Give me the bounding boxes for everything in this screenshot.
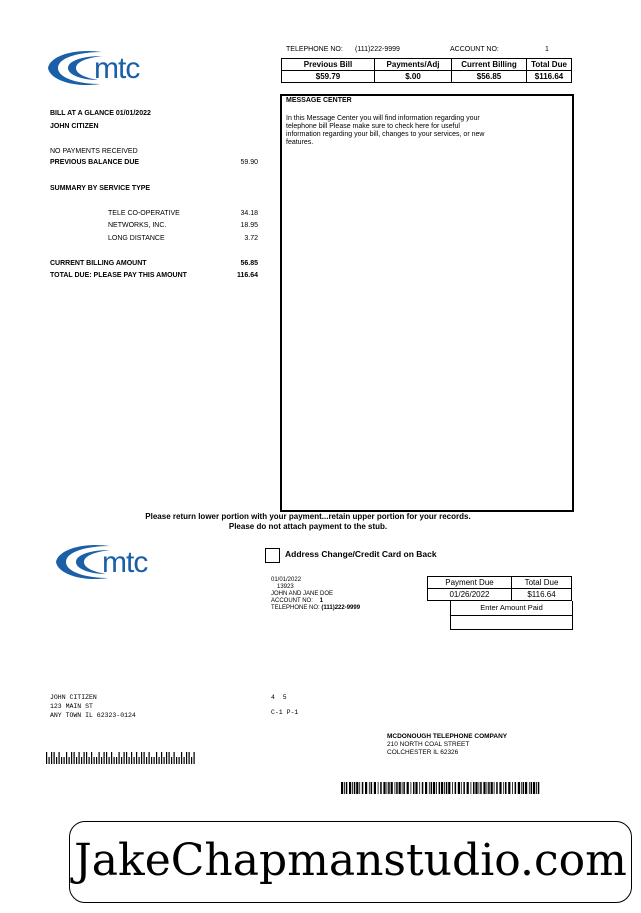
payment-table	[427, 576, 572, 601]
postal-bar	[189, 752, 190, 764]
message-line: information regarding your bill, changes to your services, or new	[286, 131, 485, 138]
service-amount: 18.95	[240, 222, 258, 229]
message-line: In this Message Center you will find information regarding your	[286, 115, 480, 122]
summary-header-cell: Current Billing	[452, 59, 527, 71]
stub-ref: 13923	[277, 584, 294, 590]
mailing-line: JOHN CITIZEN	[50, 694, 97, 701]
barcode-bar	[503, 782, 504, 794]
message-line: telephone bill Please make sure to check here for useful	[286, 123, 460, 130]
postal-bar	[71, 752, 72, 764]
summary-by-service-title: SUMMARY BY SERVICE TYPE	[50, 185, 151, 192]
total-due-value: 116.64	[236, 272, 258, 279]
postal-bar	[51, 752, 52, 764]
barcode-bar	[383, 782, 385, 794]
postal-bar	[121, 757, 122, 764]
service-amount: 3.72	[244, 235, 258, 242]
postal-bar	[96, 757, 97, 764]
mtc-logo	[44, 46, 154, 90]
postal-bar	[151, 757, 152, 764]
summary-value-cell: $56.85	[452, 71, 527, 83]
payment-barcode	[341, 782, 541, 794]
stub-names: JOHN AND JANE DOE	[271, 591, 334, 597]
payment-due-value: 01/26/2022	[428, 589, 512, 601]
barcode-bar	[444, 782, 445, 794]
postal-bar	[54, 752, 55, 764]
postal-bar	[126, 752, 127, 764]
postal-barcode	[46, 752, 196, 764]
barcode-bar	[518, 782, 520, 794]
barcode-bar	[422, 782, 424, 794]
postal-bar	[136, 752, 137, 764]
postal-bar	[191, 757, 192, 764]
barcode-bar	[508, 782, 510, 794]
postal-bar	[149, 752, 150, 764]
barcode-bar	[402, 782, 403, 794]
barcode-bar	[411, 782, 412, 794]
barcode-bar	[349, 782, 351, 794]
barcode-bar	[354, 782, 356, 794]
barcode-bar	[455, 782, 457, 794]
postal-bar	[164, 757, 165, 764]
postal-bar	[179, 757, 180, 764]
summary-header-cell: Payments/Adj	[375, 59, 452, 71]
postal-bar	[124, 752, 125, 764]
postal-bar	[56, 757, 57, 764]
barcode-bar	[356, 782, 358, 794]
postal-bar	[81, 757, 82, 764]
postal-bar	[181, 752, 182, 764]
service-name: LONG DISTANCE	[108, 235, 165, 242]
barcode-bar	[505, 782, 507, 794]
barcode-bar	[396, 782, 398, 794]
mtc-logo-stub	[52, 540, 162, 584]
postal-bar	[116, 757, 117, 764]
postal-bar	[174, 752, 175, 764]
postal-bar	[184, 757, 185, 764]
service-amount: 34.18	[240, 210, 258, 217]
stub-account-value: 1	[319, 598, 323, 604]
mailing-address	[50, 693, 136, 720]
barcode-bar	[531, 782, 533, 794]
barcode-bar	[467, 782, 469, 794]
barcode-bar	[352, 782, 353, 794]
total-due-value-stub: $116.64	[512, 589, 572, 601]
postal-bar	[111, 752, 112, 764]
summary-value-cell: $116.64	[527, 71, 572, 83]
postal-bar	[64, 757, 65, 764]
postal-bar	[186, 752, 187, 764]
barcode-bar	[461, 782, 462, 794]
postal-bar	[59, 752, 60, 764]
barcode-bar	[512, 782, 513, 794]
barcode-bar	[436, 782, 437, 794]
barcode-bar	[446, 782, 448, 794]
company-address	[387, 733, 507, 757]
barcode-bar	[515, 782, 517, 794]
barcode-bar	[525, 782, 527, 794]
enter-amount-label: Enter Amount Paid	[450, 601, 573, 616]
barcode-bar	[388, 782, 390, 794]
barcode-bar	[415, 782, 417, 794]
postal-bar	[131, 752, 132, 764]
summary-header-cell: Previous Bill	[282, 59, 375, 71]
postal-bar	[154, 757, 155, 764]
company-city: COLCHESTER IL 62326	[387, 749, 459, 756]
barcode-bar	[407, 782, 409, 794]
barcode-bar	[433, 782, 435, 794]
barcode-bar	[483, 782, 485, 794]
barcode-bar	[463, 782, 465, 794]
message-center-title: MESSAGE CENTER	[286, 97, 352, 104]
barcode-bar	[387, 782, 388, 794]
watermark-text: JakeChapmanstudio.com	[74, 835, 627, 886]
postal-bar	[176, 757, 177, 764]
message-line: features.	[286, 139, 314, 146]
glance-title: BILL AT A GLANCE 01/01/2022	[50, 110, 151, 117]
postal-bar	[86, 752, 87, 764]
mailing-line: 123 MAIN ST	[50, 703, 93, 710]
barcode-bar	[362, 782, 364, 794]
postal-bar	[69, 757, 70, 764]
company-name: MCDONOUGH TELEPHONE COMPANY	[387, 733, 508, 740]
barcode-bar	[496, 782, 498, 794]
previous-balance-label: PREVIOUS BALANCE DUE	[50, 159, 140, 166]
return-notice-line1: Please return lower portion with your payment...retain upper portion for your records.	[145, 512, 471, 521]
barcode-bar	[473, 782, 475, 794]
barcode-bar	[499, 782, 501, 794]
stub-telephone-value: (111)222-9999	[321, 605, 361, 611]
barcode-bar	[487, 782, 488, 794]
postal-bar	[89, 757, 90, 764]
payment-due-label: Payment Due	[428, 577, 512, 589]
barcode-bar	[341, 782, 343, 794]
telephone-label: TELEPHONE NO:	[286, 46, 343, 53]
postal-bar	[161, 752, 162, 764]
postal-bar	[169, 752, 170, 764]
barcode-bar	[395, 782, 396, 794]
stub-account	[271, 598, 360, 605]
total-due-label-stub: Total Due	[512, 577, 572, 589]
postal-bar	[114, 757, 115, 764]
previous-balance-value: 59.90	[240, 159, 258, 166]
barcode-bar	[431, 782, 433, 794]
mailing-line: ANY TOWN IL 62323-0124	[50, 712, 136, 719]
postal-bar	[104, 752, 105, 764]
postal-bar	[76, 757, 77, 764]
barcode-bar	[533, 782, 535, 794]
barcode-bar	[458, 782, 460, 794]
barcode-bar	[448, 782, 450, 794]
barcode-bar	[369, 782, 370, 794]
barcode-bar	[529, 782, 530, 794]
barcode-bar	[471, 782, 472, 794]
postal-bar	[79, 752, 80, 764]
barcode-bar	[536, 782, 537, 794]
postal-bar	[109, 757, 110, 764]
summary-value-row	[282, 71, 572, 83]
message-center-body	[286, 115, 484, 147]
postal-bar	[129, 757, 130, 764]
barcode-bar	[399, 782, 401, 794]
barcode-bar	[359, 782, 360, 794]
glance-customer: JOHN CITIZEN	[50, 123, 99, 130]
barcode-bar	[403, 782, 405, 794]
barcode-bar	[391, 782, 393, 794]
postal-bar	[46, 752, 47, 764]
barcode-bar	[344, 782, 345, 794]
address-change-checkbox[interactable]	[265, 548, 280, 563]
stub-details	[271, 577, 360, 612]
account-value: 1	[545, 46, 549, 53]
no-payments-text: NO PAYMENTS RECEIVED	[50, 148, 138, 155]
postal-bar	[166, 752, 167, 764]
postal-bar	[84, 752, 85, 764]
barcode-bar	[523, 782, 525, 794]
summary-header-cell: Total Due	[527, 59, 572, 71]
barcode-bar	[494, 782, 495, 794]
service-name: TELE CO-OPERATIVE	[108, 210, 180, 217]
stub-date: 01/01/2022	[271, 577, 302, 583]
postal-bar	[74, 752, 75, 764]
postal-bar	[101, 757, 102, 764]
barcode-bar	[346, 782, 348, 794]
barcode-bar	[441, 782, 443, 794]
payment-value-row	[428, 589, 572, 601]
stub-telephone-label: TELEPHONE NO:	[271, 605, 320, 611]
company-street: 210 NORTH COAL STREET	[387, 741, 470, 748]
postal-bar	[119, 752, 120, 764]
postal-bar	[144, 752, 145, 764]
barcode-bar	[413, 782, 415, 794]
barcode-bar	[374, 782, 376, 794]
postal-bar	[94, 757, 95, 764]
address-change-label: Address Change/Credit Card on Back	[285, 549, 437, 559]
postal-bar	[159, 757, 160, 764]
postal-bar	[134, 757, 135, 764]
barcode-bar	[488, 782, 490, 794]
postal-bar	[171, 757, 172, 764]
barcode-bar	[538, 782, 540, 794]
barcode-bar	[521, 782, 522, 794]
barcode-bar	[491, 782, 493, 794]
barcode-bar	[371, 782, 373, 794]
postal-bar	[49, 757, 50, 764]
telephone-value: (111)222-9999	[355, 46, 400, 53]
postal-bar	[156, 752, 157, 764]
mtc-logo-text: mtc	[94, 52, 140, 85]
stub-account-label: ACCOUNT NO:	[271, 598, 313, 604]
current-billing-value: 56.85	[240, 260, 258, 267]
watermark-banner	[69, 821, 632, 903]
stub-telephone	[271, 605, 360, 612]
mtc-logo-text: mtc	[102, 546, 148, 579]
postal-bar	[99, 752, 100, 764]
bill-summary-table	[281, 58, 572, 83]
total-due-label: TOTAL DUE: PLEASE PAY THIS AMOUNT	[50, 272, 187, 279]
postal-bar	[91, 752, 92, 764]
barcode-bar	[439, 782, 441, 794]
barcode-bar	[452, 782, 453, 794]
barcode-bar	[475, 782, 477, 794]
barcode-bar	[378, 782, 379, 794]
account-label: ACCOUNT NO:	[450, 46, 499, 53]
postal-bar	[139, 757, 140, 764]
barcode-bar	[365, 782, 367, 794]
current-billing-label: CURRENT BILLING AMOUNT	[50, 260, 147, 267]
service-name: NETWORKS, INC.	[108, 222, 167, 229]
summary-header-row	[282, 59, 572, 71]
postal-bar	[106, 752, 107, 764]
barcode-bar	[429, 782, 430, 794]
postal-bar	[194, 752, 195, 764]
return-notice-line2: Please do not attach payment to the stub.	[228, 522, 388, 531]
mailing-code1: 4 5	[271, 694, 287, 701]
postal-bar	[141, 752, 142, 764]
payment-header-row	[428, 577, 572, 589]
postal-bar	[146, 757, 147, 764]
summary-value-cell: $59.79	[282, 71, 375, 83]
barcode-bar	[480, 782, 482, 794]
barcode-bar	[419, 782, 420, 794]
mailing-code2: C-1 P-1	[271, 709, 299, 716]
enter-amount-input[interactable]	[450, 616, 573, 630]
barcode-bar	[479, 782, 480, 794]
postal-bar	[66, 752, 67, 764]
barcode-bar	[380, 782, 382, 794]
postal-bar	[61, 757, 62, 764]
barcode-bar	[425, 782, 427, 794]
message-center-box	[280, 94, 574, 512]
summary-value-cell: $.00	[375, 71, 452, 83]
